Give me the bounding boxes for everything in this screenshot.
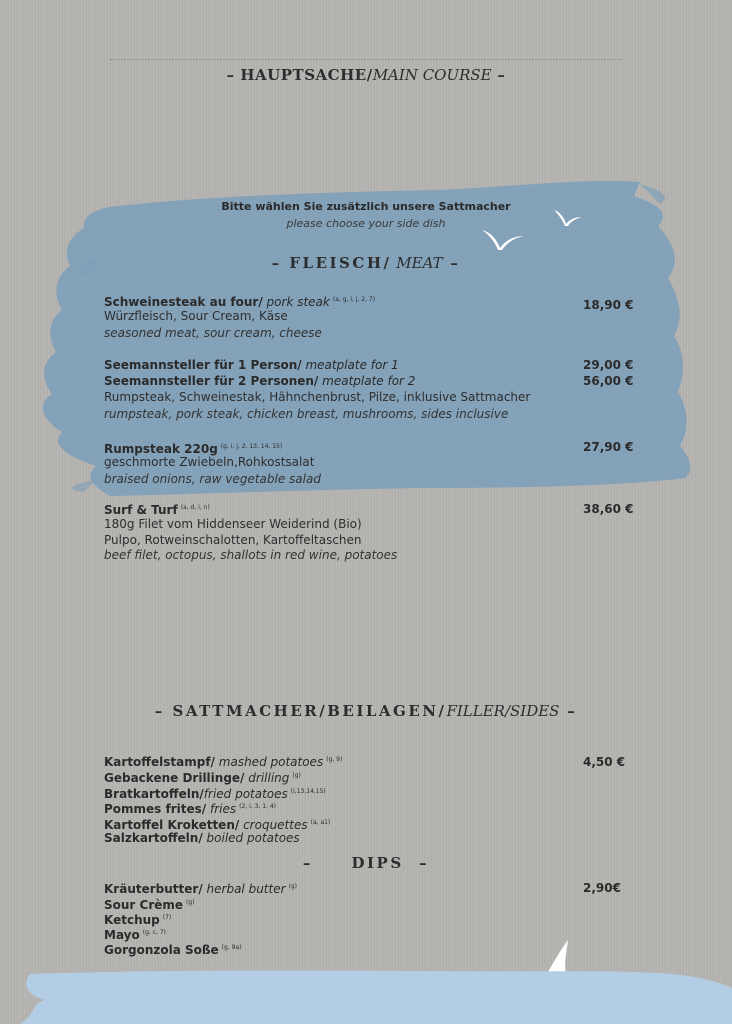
item-allergens: (g, i, j, 2, 13, 14, 15) xyxy=(220,443,283,450)
item-name: Kräuterbutter/ xyxy=(104,882,203,896)
side-hint-en: please choose your side dish xyxy=(286,217,446,230)
item-description-en: beef filet, octopus, shallots in red wine, potatoes xyxy=(104,548,398,562)
item-name: Kartoffel Kroketten/ xyxy=(104,818,240,832)
item-name-en: pork steak xyxy=(266,295,330,309)
side-item xyxy=(104,830,300,846)
item-name-en: fried potatoes xyxy=(203,787,288,801)
main-course-title-en: MAIN COURSE xyxy=(372,66,492,84)
item-name: Ketchup xyxy=(104,913,160,927)
top-divider xyxy=(110,59,622,60)
item-allergens: (i,13,14,15) xyxy=(290,788,326,795)
menu-item-meatplate-1 xyxy=(104,357,399,373)
item-name: Gebackene Drillinge/ xyxy=(104,771,245,785)
sides-heading: – SATTMACHER/BEILAGEN/FILLER/SIDES – xyxy=(154,702,578,720)
meat-title-de: FLEISCH/ xyxy=(289,254,392,272)
item-name-en: drilling xyxy=(248,771,290,785)
item-name: Mayo xyxy=(104,928,140,942)
main-course-title-de: HAUPTSACHE/ xyxy=(240,66,373,84)
item-price: 56,00 € xyxy=(583,374,634,388)
item-description: Würzfleisch, Sour Cream, Käse xyxy=(104,309,288,323)
sides-price: 4,50 € xyxy=(583,755,626,769)
item-name: Gorgonzola Soße xyxy=(104,943,219,957)
item-allergens: (a, a1) xyxy=(310,819,331,826)
item-description: geschmorte Zwiebeln,Rohkostsalat xyxy=(104,455,315,469)
menu-item-meatplate-2 xyxy=(104,373,415,389)
item-name-en: boiled potatoes xyxy=(206,831,300,845)
sides-title-de: SATTMACHER/BEILAGEN/ xyxy=(172,702,447,720)
item-name: Seemannsteller für 1 Person/ xyxy=(104,358,302,372)
item-price: 29,00 € xyxy=(583,358,634,372)
item-allergens: (g, 9) xyxy=(326,756,343,763)
item-description-en: braised onions, raw vegetable salad xyxy=(104,472,321,486)
item-allergens: (2, i, 3, 1, 4) xyxy=(239,803,277,810)
item-name-en: meatplate for 1 xyxy=(305,358,399,372)
item-allergens: (g) xyxy=(288,883,298,890)
item-name: Pommes frites/ xyxy=(104,802,207,816)
item-name-en: croquettes xyxy=(243,818,308,832)
item-allergens: (a, d, i, n) xyxy=(180,504,210,511)
item-name: Rumpsteak 220g xyxy=(104,442,218,456)
dip-item xyxy=(104,940,241,958)
item-description: Rumpsteak, Schweinestak, Hähnchenbrust, Pilze, inklusive Sattmacher xyxy=(104,390,531,404)
item-price: 27,90 € xyxy=(583,440,634,454)
meat-heading: – FLEISCH/ MEAT – xyxy=(271,254,461,272)
item-allergens: (a, g, i, j, 2, 7) xyxy=(332,296,376,303)
main-course-heading: – HAUPTSACHE/MAIN COURSE – xyxy=(226,66,506,84)
meat-title-en: MEAT xyxy=(396,254,443,272)
item-allergens: (7) xyxy=(162,914,172,921)
item-allergens: (g) xyxy=(186,899,195,906)
dips-price: 2,90€ xyxy=(583,881,621,895)
item-name: Seemannsteller für 2 Personen/ xyxy=(104,374,319,388)
dips-heading: – DIPS – xyxy=(302,854,430,872)
item-price: 38,60 € xyxy=(583,502,634,516)
item-name: Sour Crème xyxy=(104,898,184,912)
item-name: Salzkartoffeln/ xyxy=(104,831,203,845)
item-name-en: mashed potatoes xyxy=(218,755,324,769)
item-name: Surf & Turf xyxy=(104,503,178,517)
item-price: 18,90 € xyxy=(583,298,634,312)
item-description: 180g Filet vom Hiddenseer Weiderind (Bio) xyxy=(104,517,362,531)
item-name-en: meatplate for 2 xyxy=(322,374,416,388)
item-description-en: rumpsteak, pork steak, chicken breast, mushrooms, sides inclusive xyxy=(104,407,509,421)
item-name-en: fries xyxy=(210,802,237,816)
side-hint-de: Bitte wählen Sie zusätzlich unsere Sattmacher xyxy=(221,200,511,213)
item-description-en: seasoned meat, sour cream, cheese xyxy=(104,326,322,340)
dips-title: DIPS xyxy=(351,854,404,872)
item-name: Schweinesteak au four/ xyxy=(104,295,263,309)
item-name-en: herbal butter xyxy=(206,882,286,896)
item-name: Bratkartoffeln/ xyxy=(104,787,204,801)
sides-title-en: FILLER/SIDES xyxy=(446,702,560,720)
item-description-2: Pulpo, Rotweinschalotten, Kartoffeltaschen xyxy=(104,533,362,547)
item-allergens: (g, 9a) xyxy=(221,944,242,951)
item-allergens: (g) xyxy=(292,772,301,779)
item-name: Kartoffelstampf/ xyxy=(104,755,215,769)
item-allergens: (g, c, 7) xyxy=(142,929,166,936)
